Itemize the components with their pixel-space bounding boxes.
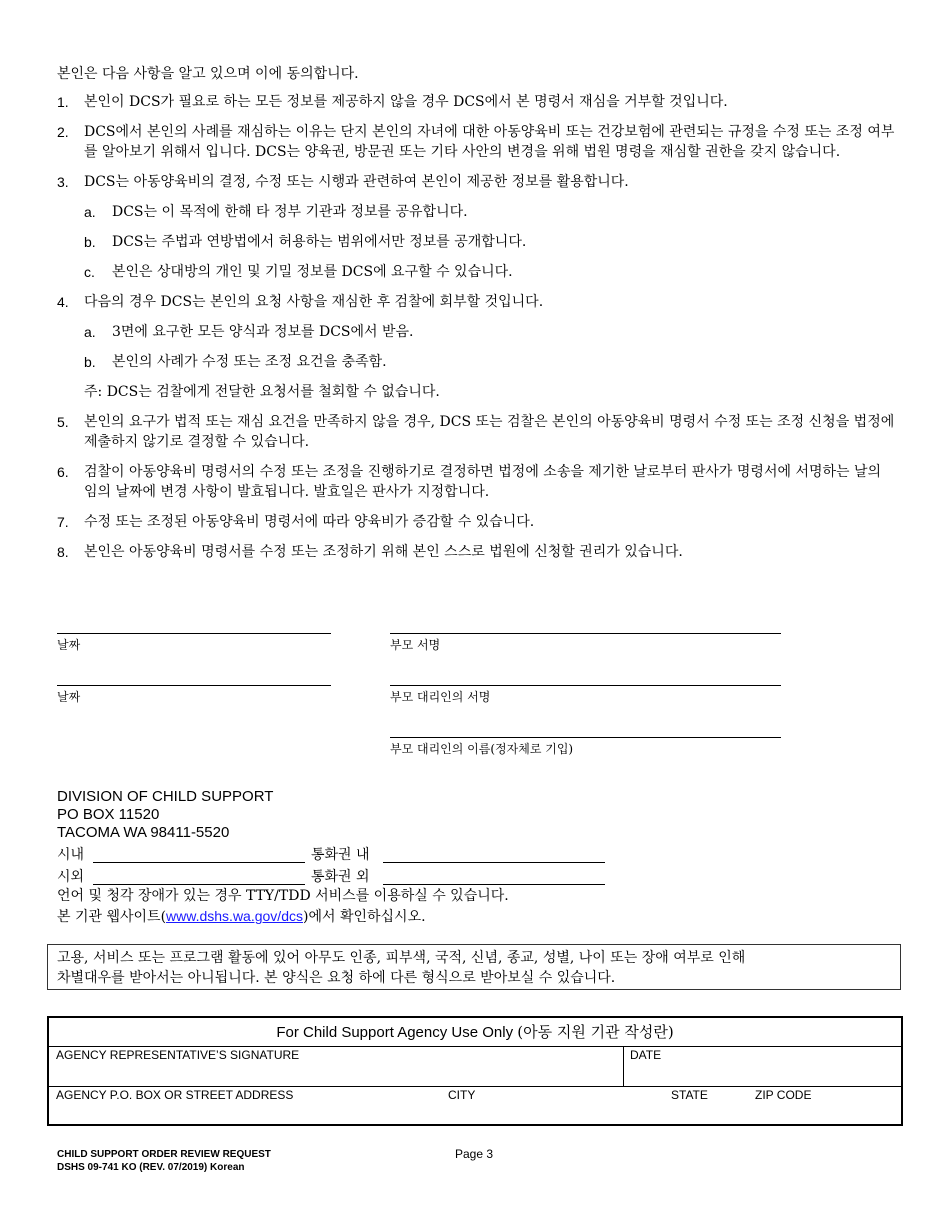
agency-box-header bbox=[49, 1018, 901, 1047]
list-item bbox=[57, 462, 897, 502]
item-number: 7. bbox=[57, 514, 69, 530]
item-number: 2. bbox=[57, 124, 69, 140]
date-label-1: 날짜 bbox=[57, 638, 81, 652]
list-subitem bbox=[57, 322, 897, 342]
nondiscrimination-line-1: 고용, 서비스 또는 프로그램 활동에 있어 아무도 인종, 피부색, 국적, 신념, 종교, 성별, 나이 또는 장애 여부로 인해 bbox=[57, 950, 746, 966]
form-number: DSHS 09-741 KO (REV. 07/2019) Korean bbox=[57, 1162, 245, 1173]
list-subitem bbox=[57, 262, 897, 282]
page-number: Page 3 bbox=[455, 1147, 494, 1161]
rep-name-line[interactable] bbox=[390, 737, 781, 738]
outside-toll-label: 통화권 외 bbox=[311, 869, 370, 885]
agency-signature-label[interactable]: AGENCY REPRESENTATIVE’S SIGNATURE bbox=[56, 1048, 300, 1062]
subitem-text: DCS는 이 목적에 한해 타 정부 기관과 정보를 공유합니다. bbox=[112, 204, 468, 220]
date-label-2: 날짜 bbox=[57, 690, 81, 704]
intro-statement: 본인은 다음 사항을 알고 있으며 이에 동의합니다. bbox=[57, 66, 359, 82]
note-text: 주: DCS는 검찰에게 전달한 요청서를 철회할 수 없습니다. bbox=[84, 384, 440, 400]
list-item bbox=[57, 172, 897, 192]
rep-signature-line[interactable] bbox=[390, 685, 781, 686]
rep-name-label: 부모 대리인의 이름(정자체로 기입) bbox=[390, 742, 574, 756]
item-text: 본인이 DCS가 필요로 하는 모든 정보를 제공하지 않을 경우 DCS에서 본 명령서 재심을 거부할 것입니다. bbox=[84, 94, 728, 110]
agency-date-label[interactable]: DATE bbox=[630, 1048, 662, 1062]
item-text: 다음의 경우 DCS는 본인의 요청 사항을 재심한 후 검찰에 회부할 것입니다. bbox=[84, 294, 544, 310]
date-line-1[interactable] bbox=[57, 633, 331, 634]
subitem-letter: a. bbox=[84, 204, 96, 220]
address-line-3: TACOMA WA 98411-5520 bbox=[57, 824, 230, 841]
item-text: DCS에서 본인의 사례를 재심하는 이유는 단지 본인의 자녀에 대한 아동양육비 또는 건강보험에 관련되는 규정을 수정 또는 조정 여부를 알아보기 위해서 입니다. DCS는 양육권, 방문권 또는 기타 사안의 변경을 위해 법원 명령을 재심할 권한을 갖지 않습니다. bbox=[84, 124, 895, 160]
local-phone-line[interactable] bbox=[93, 862, 305, 863]
list-item bbox=[57, 122, 897, 162]
item-text: 본인의 요구가 법적 또는 재심 요건을 만족하지 않을 경우, DCS 또는 검찰은 본인의 아동양육비 명령서 수정 또는 조정 신청을 법정에 제출하지 않기로 결정할 수 있습니다. bbox=[84, 414, 895, 450]
nondiscrimination-line-2: 차별대우를 받아서는 아니됩니다. 본 양식은 요청 하에 다른 형식으로 받아보실 수 있습니다. bbox=[57, 970, 616, 986]
item-text: 검찰이 아동양육비 명령서의 수정 또는 조정을 진행하기로 결정하면 법정에 소송을 제기한 날로부터 판사가 명령서에 서명하는 날의 임의 날짜에 변경 사항이 발효됩니다. 발효일은 판사가 지정합니다. bbox=[84, 464, 882, 500]
subitem-letter: b. bbox=[84, 234, 96, 250]
list-subitem bbox=[57, 232, 897, 252]
subitem-text: 3면에 요구한 모든 양식과 정보를 DCS에서 받음. bbox=[112, 324, 414, 340]
item-number: 8. bbox=[57, 544, 69, 560]
local-toll-label: 통화권 내 bbox=[311, 847, 370, 863]
list-item bbox=[57, 412, 897, 452]
item-number: 4. bbox=[57, 294, 69, 310]
agency-address-label[interactable]: AGENCY P.O. BOX OR STREET ADDRESS bbox=[56, 1088, 294, 1102]
item-text: DCS는 아동양육비의 결정, 수정 또는 시행과 관련하여 본인이 제공한 정보를 활용합니다. bbox=[84, 174, 629, 190]
rep-signature-label: 부모 대리인의 서명 bbox=[390, 690, 491, 704]
list-subitem bbox=[57, 352, 897, 372]
agency-address bbox=[57, 788, 273, 842]
subitem-text: 본인은 상대방의 개인 및 기밀 정보를 DCS에 요구할 수 있습니다. bbox=[112, 264, 513, 280]
subitem-letter: b. bbox=[84, 354, 96, 370]
website-link[interactable]: www.dshs.wa.gov/dcs bbox=[166, 908, 303, 924]
subitem-text: DCS는 주법과 연방법에서 허용하는 범위에서만 정보를 공개합니다. bbox=[112, 234, 527, 250]
agency-city-label[interactable]: CITY bbox=[448, 1088, 476, 1102]
list-subitem bbox=[57, 202, 897, 222]
outside-toll-line[interactable] bbox=[383, 884, 605, 885]
list-item bbox=[57, 292, 897, 312]
web-prefix: 본 기관 웹사이트( bbox=[57, 909, 167, 925]
parent-signature-label: 부모 서명 bbox=[390, 638, 441, 652]
item-number: 6. bbox=[57, 464, 69, 480]
tty-notice: 언어 및 청각 장애가 있는 경우 TTY/TDD 서비스를 이용하실 수 있습니다. bbox=[57, 888, 509, 904]
website-notice bbox=[57, 906, 426, 927]
local-label: 시내 bbox=[57, 847, 85, 863]
agency-signature-row bbox=[49, 1046, 901, 1087]
address-line-2: PO BOX 11520 bbox=[57, 806, 160, 823]
outside-label: 시외 bbox=[57, 869, 85, 885]
item-text: 본인은 아동양육비 명령서를 수정 또는 조정하기 위해 본인 스스로 법원에 신청할 권리가 있습니다. bbox=[84, 544, 683, 560]
column-divider bbox=[623, 1046, 624, 1086]
parent-signature-line[interactable] bbox=[390, 633, 781, 634]
terms-list bbox=[57, 92, 897, 572]
list-item bbox=[57, 542, 897, 562]
agency-use-box bbox=[47, 1016, 903, 1126]
local-toll-line[interactable] bbox=[383, 862, 605, 863]
list-item bbox=[57, 512, 897, 532]
form-title: CHILD SUPPORT ORDER REVIEW REQUEST bbox=[57, 1149, 271, 1160]
subitem-text: 본인의 사례가 수정 또는 조정 요건을 충족함. bbox=[112, 354, 387, 370]
item-number: 3. bbox=[57, 174, 69, 190]
item-text: 수정 또는 조정된 아동양육비 명령서에 따라 양육비가 증감할 수 있습니다. bbox=[84, 514, 535, 530]
web-suffix: )에서 확인하십시오. bbox=[302, 909, 426, 925]
agency-zip-label[interactable]: ZIP CODE bbox=[755, 1088, 812, 1102]
subitem-letter: c. bbox=[84, 264, 95, 280]
agency-title: For Child Support Agency Use Only bbox=[276, 1024, 514, 1041]
agency-title-korean: (아동 지원 기관 작성란) bbox=[517, 1023, 674, 1041]
agency-state-label[interactable]: STATE bbox=[671, 1088, 708, 1102]
address-line-1: DIVISION OF CHILD SUPPORT bbox=[57, 788, 274, 805]
date-line-2[interactable] bbox=[57, 685, 331, 686]
nondiscrimination-box bbox=[47, 944, 901, 990]
outside-phone-line[interactable] bbox=[93, 884, 305, 885]
subitem-letter: a. bbox=[84, 324, 96, 340]
form-footer bbox=[57, 1148, 271, 1174]
item-number: 1. bbox=[57, 94, 69, 110]
item-number: 5. bbox=[57, 414, 69, 430]
list-item bbox=[57, 92, 897, 112]
